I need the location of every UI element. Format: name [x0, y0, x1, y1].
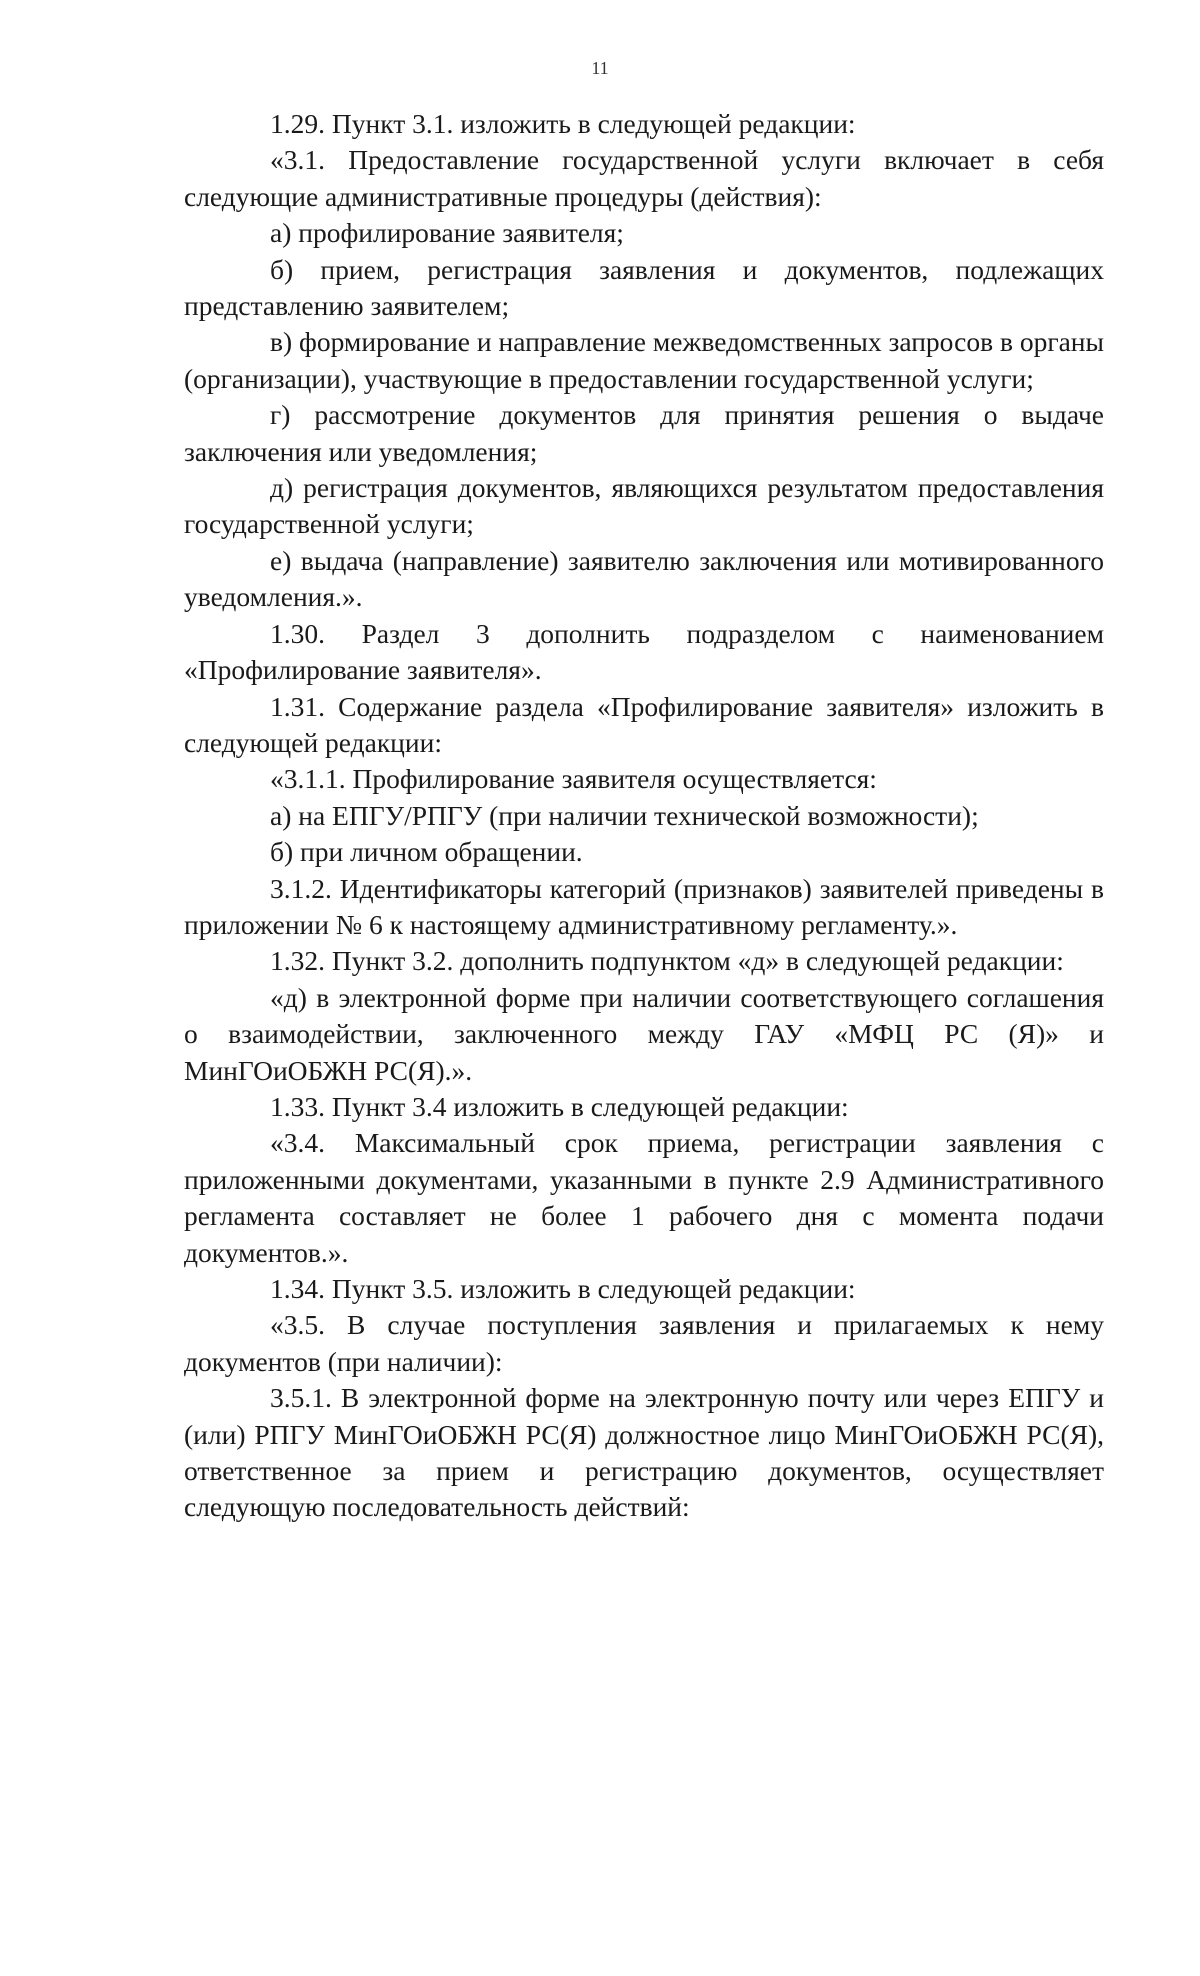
paragraph-1-32: 1.32. Пункт 3.2. дополнить подпунктом «д» в следующей редакции: — [270, 945, 1064, 977]
list-item-epgu: а) на ЕПГУ/РПГУ (при наличии технической возможности); — [270, 799, 979, 831]
paragraph-3-1-2: 3.1.2. Идентификаторы категорий (признаков) заявителей приведены в приложении № 6 к настоящему административному регламенту.». — [184, 872, 1104, 940]
paragraph-1-33: 1.33. Пункт 3.4 изложить в следующей редакции: — [270, 1090, 849, 1122]
subitem-d: «д) в электронной форме при наличии соответствующего соглашения о взаимодействии, заключенного между ГАУ «МФЦ РС (Я)» и МинГОиОБЖН РС(Я).». — [184, 981, 1104, 1086]
list-item-v: в) формирование и направление межведомственных запросов в органы (организации), участвующие в предоставлении государственной услуги; — [184, 326, 1104, 394]
list-item-e: е) выдача (направление) заявителю заключения или мотивированного уведомления.». — [184, 544, 1104, 613]
paragraph-3-5: «3.5. В случае поступления заявления и прилагаемых к нему документов (при наличии): — [184, 1309, 1104, 1377]
list-item-a: а) профилирование заявителя; — [270, 217, 624, 249]
paragraph-1-30: 1.30. Раздел 3 дополнить подразделом с наименованием «Профилирование заявителя». — [184, 617, 1104, 686]
paragraph-1-34: 1.34. Пункт 3.5. изложить в следующей редакции: — [270, 1273, 856, 1304]
paragraph-3-5-1: 3.5.1. В электронной форме на электронную почту или через ЕПГУ и (или) РПГУ МинГОиОБЖН РС(Я) должностное лицо МинГОиОБЖН РС(Я), ответственное за прием и регистрацию документов, осуществляет следующую последовательность действий: — [184, 1382, 1104, 1523]
document-body — [184, 106, 1104, 1526]
paragraph-1-29: 1.29. Пункт 3.1. изложить в следующей редакции: — [270, 108, 856, 139]
paragraph-3-4: «3.4. Максимальный срок приема, регистрации заявления с приложенными документами, указанными в пункте 2.9 Административного регламента составляет не более 1 рабочего дня с момента подачи документов.». — [184, 1127, 1104, 1268]
page-number: 11 — [591, 58, 609, 78]
list-item-b: б) прием, регистрация заявления и документов, подлежащих представлению заявителем; — [184, 253, 1104, 322]
list-item-personal: б) при личном обращении. — [270, 836, 583, 868]
paragraph-1-31: 1.31. Содержание раздела «Профилирование заявителя» изложить в следующей редакции: — [184, 690, 1104, 758]
paragraph-3-1: «3.1. Предоставление государственной услуги включает в себя следующие административные процедуры (действия): — [184, 144, 1104, 212]
list-item-g: г) рассмотрение документов для принятия решения о выдаче заключения или уведомления; — [184, 399, 1104, 467]
list-item-d: д) регистрация документов, являющихся результатом предоставления государственной услуги; — [184, 472, 1104, 540]
paragraph-3-1-1: «3.1.1. Профилирование заявителя осуществляется: — [270, 763, 877, 795]
